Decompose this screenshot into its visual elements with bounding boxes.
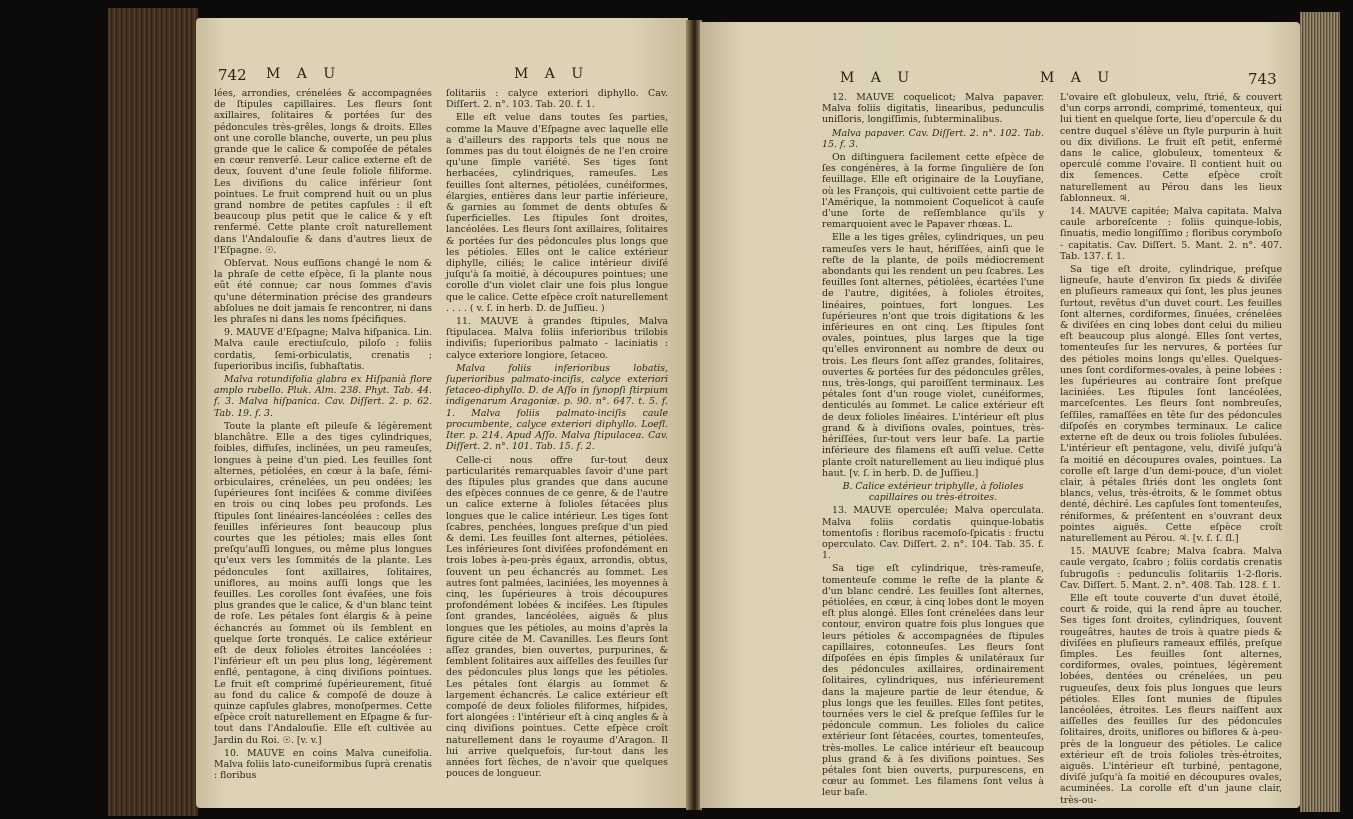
paragraph: 12. MAUVE coquelicot; Malva papaver. Malva foliis digitatis, linearibus, pedunculis uniſloris, longiſſimis, ſubterminalibus. [822, 92, 1044, 126]
paragraph: 9. MAUVE d'Eſpagne; Malva hiſpanica. Lin. Malva caule erectiuſculo, piloſo : foliis cordatis, ſemi-orbiculatis, crenatis ; ſuperioribus inciſis, ſubhaſtatis. [214, 327, 432, 372]
left-page-number: 742 [218, 66, 247, 84]
paragraph: ſolitariis : calyce exteriori diphyllo. Cav. Diſſert. 2. n°. 103. Tab. 20. f. 1. [446, 88, 668, 111]
paragraph: Celle-ci nous offre ſur-tout deux particularités remarquables ſavoir d'une part des ſtipules plus grandes que dans aucune des eſpèces connues de ce genre, & de l'autre un calice externe à folioles ſétacées plus longues que le calice intérieur. Les tiges ſont ſcabres, penchées, longues preſque d'un pied & demi. Les feuilles ſont alternes, pétiolées. Les inférieures ſont diviſées profondément en trois lobes à-peu-près égaux, arrondis, obtus, ſouvent un peu échancrés au ſommet. Les autres ſont palmées, laciniées, les moyennes à cinq, les ſupérieures à trois découpures profondément lobées & inciſées. Les ſtipules ſont grandes, lancéolées, aiguës & plus longues que les pétioles, au moins d'après la figure citée de M. Cavanilles. Les fleurs ſont aſſez grandes, bien ouvertes, purpurines, & ſemblent ſolitaires aux aiſſelles des feuilles ſur des pédoncules plus longs que les pétioles. Les pétales ſont élargis au ſommet & largement échancrés. Le calice extérieur eſt compoſé de deux folioles filiformes, hiſpides, fort alongées : l'intérieur eſt à cinq angles & à cinq diviſions pointues. Cette eſpèce croît naturellement dans le royaume d'Aragon. Il lui arrive quelquefois, ſur-tout dans les années fort ſèches, de n'avoir que quelques pouces de longueur. [446, 454, 668, 780]
paragraph: Obſervat. Nous euſſions changé le nom & la phraſe de cette eſpèce, ſi la plante nous eût été connue; car nous ſommes d'avis qu'une détermination précise des grandeurs abſolues ne doit jamais ſe rencontrer, ni dans les phraſes ni dans les noms ſpécifiques. [214, 258, 432, 326]
paragraph: 11. MAUVE à grandes ſtipules, Malva ſtipulacea. Malva foliis inferioribus trilobis indiviſis; ſuperioribus palmato - laciniatis : calyce exteriore longiore, ſetaceo. [446, 316, 668, 361]
left-running-head-col2: M A U [514, 66, 590, 82]
paragraph: 14. MAUVE capitée; Malva capitata. Malva caule arboreſcente : foliis quinque-lobis, ſinuatis, medio longiſſimo ; floribus corymboſo - capitatis. Cav. Diſſert. 5. Mant. 2. n°. 407. Tab. 137. f. 1. [1060, 206, 1282, 262]
paragraph: 10. MAUVE en coins Malva cuneifolia. Malva foliis lato-cuneiformibus ſuprà crenatis : floribus [214, 747, 432, 782]
left-page [196, 18, 688, 808]
right-running-head-col2: M A U [1040, 70, 1116, 86]
paragraph: Sa tige eſt cylindrique, très-rameuſe, tomenteuſe comme le reſte de la plante & d'un blanc cendré. Les feuilles ſont alternes, pétiolées, en cœur, à cinq lobes dont le moyen eſt plus alongé. Elles ſont crénelées dans leur contour, environ quatre fois plus longues que leurs pétioles & accompagnées de ſtipules capillaires, cotonneuſes. Les fleurs ſont diſpoſées en épis ſimples & unilatéraux ſur des pédoncules axillaires, ordinairement ſolitaires, cylindriques, nus inférieurement dans la majeure partie de leur étendue, & plus longs que les feuilles. Elles ſont petites, tournées vers le ciel & preſque ſeſſiles ſur le pédoncule commun. Les folioles du calice extérieur ſont ſétacées, courtes, tomenteuſes, très-molles. Le calice intérieur eſt beaucoup plus grand & à ſes diviſions pointues. Ses pétales ſont bien ouverts, purpurescens, en cœur au ſommet. Les filamens ſont velus à leur baſe. [822, 563, 1044, 799]
right-page-column-2 [1060, 92, 1282, 804]
paragraph: Malva papaver. Cav. Diſſert. 2. n°. 102. Tab. 15. f. 3. [822, 127, 1044, 150]
paragraph: B. Calice extérieur triphylle, à folioles capillaires ou très-étroites. [842, 480, 1024, 504]
paragraph: Elle eſt velue dans toutes ſes parties, comme la Mauve d'Eſpagne avec laquelle elle a d'ailleurs des rapports tels que nous ne ſommes pas du tout éloignés de ne l'en croire qu'une ſimple variété. Ses tiges ſont herbacées, cylindriques, rameuſes. Les feuilles ſont alternes, pétiolées, cunéiformes, élargies, entières dans leur partie inférieure, & garnies au ſommet de dents obtuſes & ſuperficielles. Les ſtipules ſont droites, lancéolées. Les fleurs ſont axillaires, ſolitaires & portées ſur des pédoncules plus longs que les pétioles. Elles ont le calice extérieur diphylle, ciliés; le calice intérieur diviſé juſqu'à ſa moitié, à découpures pointues; une corolle d'un violet clair une fois plus longue que le calice. Cette eſpèce croît naturellement . . . . ( v. ſ. in herb. D. de Juſſieu. ) [446, 112, 668, 314]
left-page-column-2 [446, 88, 668, 803]
right-page [700, 22, 1300, 808]
left-page-edges [108, 8, 198, 816]
paragraph: Elle a les tiges grêles, cylindriques, un peu rameuſes vers le haut, hériſſées, ainſi que le reſte de la plante, de poils médiocrement abondants qui les rendent un peu ſcabres. Les feuilles ſont alternes, pétiolées, écartées l'une de l'autre, digitées, à folioles étroites, linéaires, pointues, fort longues. Les ſupérieures n'ont que trois digitations & les inférieures en ont cinq. Les ſtipules ſont ovales, pointues, plus larges que la tige qu'elles environnent au nombre de deux ou trois. Les fleurs ſont aſſez grandes, ſolitaires, ouvertes & portées ſur des pédoncules grêles, nus, très-longs, qui paroiſſent terminaux. Les pétales ſont d'un rouge violet, cunéiformes, denticulés au ſommet. Le calice extérieur eſt de deux folioles linéaires. L'intérieur eſt plus grand & à diviſions ovales, pointues, très-hériſſées, ſur-tout vers leur baſe. La partie inférieure des filamens eſt auſſi velue. Cette plante croît naturellement au lieu indiqué plus haut. [v. ſ. in herb. D. de Juſſieu.] [822, 232, 1044, 479]
paragraph: Malva rotundifolia glabra ex Hiſpanià flore amplo rubello. Pluk. Alm. 238. Phyt. Tab. 44. f. 3. Malva hiſpanica. Cav. Diſſert. 2. p. 62. Tab. 19. f. 3. [214, 374, 432, 419]
right-running-head-col1: M A U [840, 70, 916, 86]
paragraph: On diſtinguera facilement cette eſpèce de ſes congénères, à la forme ſingulière de ſon feuillage. Elle eſt originaire de la Louyſiane, où les François, qui cultivoient cette partie de l'Amérique, la nommoient Coquelicot à cauſe d'une ſorte de reſſemblance qu'ils y remarquoient avec le Papaver rhœas. L. [822, 152, 1044, 231]
paragraph: Malva foliis inferioribus lobatis, ſuperioribus palmato-inciſis, calyce exteriori ſetaceo-diphyllo. D. de Aſſo in ſynopſi ſtirpium indigenarum Aragoniæ. p. 90. n°. 647. t. 5. f. 1. Malva foliis palmato-inciſis caule procumbente, calyce exteriori diphyllo. Loefl. Iter. p. 214. Apud Aſſo. Malva ſtipulacea. Cav. Diſſert. 2. n°. 101. Tab. 15. f. 2. [446, 362, 668, 453]
paragraph: lées, arrondies, crénelées & accompagnées de ſtipules capillaires. Les fleurs ſont axillaires, ſolitaires & portées ſur des pédoncules très-grêles, longs & droits. Elles ont une corolle blanche, ouverte, un peu plus grande que le calice & compoſée de pétales en cœur renverſé. Leur calice externe eſt de deux, ſouvent d'une ſeule foliole filiforme. Les diviſions du calice inférieur ſont pointues. Le fruit comprend huit ou un plus grand nombre de petites capſules : il eſt beaucoup plus petit que le calice & y eſt renfermé. Cette plante croît naturellement dans l'Andalouſie & dans d'autres lieux de l'Eſpagne. ☉. [214, 88, 432, 256]
left-running-head-col1: M A U [266, 66, 342, 82]
paragraph: Toute la plante eſt pileuſe & légèrement blanchâtre. Elle a des tiges cylindriques, foibles, diffuſes, inclinées, un peu rameuſes, longues à peine d'un pied. Les feuilles ſont alternes, pétiolées, en cœur à la baſe, ſémi-orbiculaires, crénelées, un peu ondées; les ſupérieures ſont inciſées & comme diviſées en trois ou cinq lobes peu profonds. Les ſtipules ſont linéaires-lancéolées : celles des feuilles inférieures ſont beaucoup plus courtes que les pétioles; mais elles ſont preſqu'auſſi longues, ou même plus longues qu'eux vers les ſommités de la plante. Les pédoncules ſont axillaires, ſolitaires, uniflores, au moins auſſi longs que les feuilles. Les corolles ſont évaſées, une fois plus grandes que le calice, & d'un blanc teint de roſe. Les pétales ſont élargis & à peine échancrés au ſommet où ils ſemblent en quelque ſorte tronqués. Le calice extérieur eſt de deux folioles étroites lancéolées : l'inférieur eſt un peu plus long, légèrement enflé, pentagone, à cinq diviſions pointues. Le fruit eſt comprimé ſupérieurement, ſitué au fond du calice & compoſé de douze à quinze capſules glabres, monoſpermes. Cette eſpèce croît naturellement en Eſpagne & ſur-tout dans l'Andalouſie. Elle eſt cultivée au Jardin du Roi. ☉. [v. v.] [214, 420, 432, 746]
paragraph: 13. MAUVE operculée; Malva operculata. Malva foliis cordatis quinque-lobatis tomentoſis : floribus racemoſo-ſpicatis : fructu operculato. Cav. Diſſert. 2. n°. 104. Tab. 35. f. 1. [822, 505, 1044, 562]
left-page-column-1 [214, 88, 432, 803]
paragraph: 15. MAUVE ſcabre; Malva ſcabra. Malva caule vergato, ſcabro ; foliis cordatis crenatis ſubrugoſis : pedunculis ſolitariis 1-2-floris. Cav. Diſſert. 5. Mant. 2. n°. 408. Tab. 128. f. 1. [1060, 546, 1282, 591]
right-page-column-1 [822, 92, 1044, 804]
right-page-edges [1300, 12, 1340, 812]
paragraph: Sa tige eſt droite, cylindrique, preſque ligneuſe, haute d'environ ſix pieds & diviſée en pluſieurs rameaux qui ſont, les plus jeunes ſurtout, revêtus d'un duvet court. Les feuilles ſont alternes, cordiformes, ſinuées, crénelées & diviſées en cinq lobes dont celui du milieu eſt beaucoup plus alongé. Elles ſont vertes, tomenteuſes ſur les nervures, & portées ſur des pétioles moins longs qu'elles. Quelques-unes ſont cordiformes-ovales, à peine lobées : les ſupérieures au contraire ſont preſque laciniées. Les ſtipules ſont lancéolées, marceſcentes. Les fleurs ſont nombreuſes, ſeſſiles, ramaſſées en tête ſur des pédoncules diſpoſés en corymbes terminaux. Le calice externe eſt de deux ou trois folioles ſubulées. L'intérieur eſt pentagone, velu, diviſé juſqu'à ſa moitié en découpures ovales, pointues. La corolle eſt large d'un demi-pouce, d'un violet clair, à pétales ſtriés dont les onglets ſont blancs, velus, très-étroits, & le ſommet obtus denté, déchiré. Les capſules ſont tomenteuſes, réniformes, & préſentent en s'ouvrant deux pointes aiguës. Cette eſpèce croît naturellement au Pérou. ♃. [v. ſ. ſ. ſl.] [1060, 264, 1282, 544]
paragraph: L'ovaire eſt globuleux, velu, ſtrié, & couvert d'un corps arrondi, comprimé, tomenteux, qui lui tient en quelque ſorte, lieu d'opercule & du centre duquel s'élève un ſtyle purpurin à huit ou dix diviſions. Le fruit eſt petit, enfermé dans le calice, globuleux, tomenteux & operculé comme l'ovaire. Il contient huit ou dix ſemences. Cette eſpèce croît naturellement au Pérou dans les lieux ſablonneux. ♃. [1060, 92, 1282, 204]
paragraph: Elle eſt toute couverte d'un duvet étoilé, court & roide, qui la rend âpre au toucher. Ses tiges ſont droites, cylindriques, ſouvent rougeâtres, hautes de trois à quatre pieds & diviſées en pluſieurs rameaux effilés, preſque ſimples. Les feuilles ſont alternes, cordiformes, ovales, pointues, légèrement lobées, dentées ou crénelées, un peu rugueuſes, deux fois plus longues que leurs pétioles. Elles ſont munies de ſtipules lancéolées, étroites. Les fleurs naiſſent aux aiſſelles des feuilles ſur des pédoncules ſolitaires, droits, uniflores ou biflores & à-peu-près de la longueur des pétioles. Le calice extérieur eſt de trois folioles très-étroites, aiguës. L'intérieur eſt turbiné, pentagone, diviſé juſqu'à ſa moitié en découpures ovales, acuminées. La corolle eſt d'un jaune clair, très-ou- [1060, 592, 1282, 806]
right-page-number: 743 [1248, 70, 1277, 88]
